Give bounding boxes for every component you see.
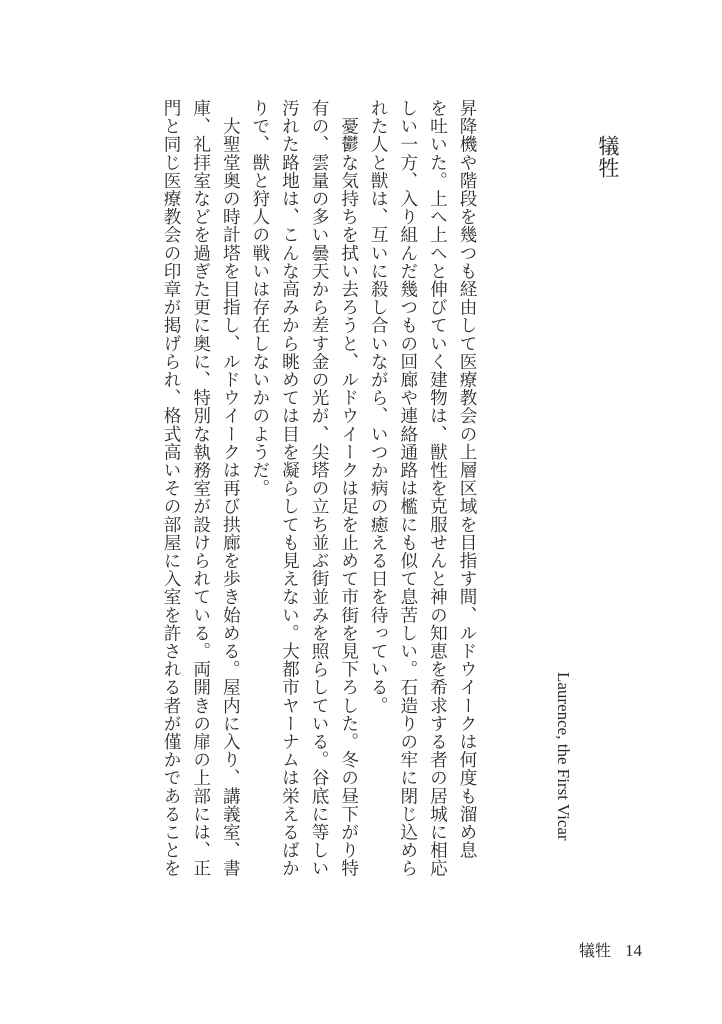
text-line: 憂鬱な気持ちを拭い去ろうと、ルドウイークは足を止めて市街を見下ろした。冬の昼下がり特	[338, 99, 359, 878]
text-line: しい一方、入り組んだ幾つもの回廊や連絡通路は檻にも似て息苦しい。石造りの牢に閉じ込めら	[397, 99, 418, 878]
page-number: 14	[625, 941, 643, 960]
page-footer	[579, 938, 642, 961]
text-line: 有の、雲量の多い曇天から差す金の光が、尖塔の立ち並ぶ街並みを照らしている。谷底に等しい	[309, 99, 330, 878]
text-line: 大聖堂奥の時計塔を目指し、ルドウイークは再び拱廊を歩き始める。屋内に入り、講義室、書	[220, 99, 241, 878]
text-line: れた人と獣は、互いに殺し合いながら、いつか病の癒える日を待っている。	[368, 99, 389, 715]
running-head: Laurence, the First Vicar	[554, 672, 573, 841]
text-line: 昇降機や階段を幾つも経由して医療教会の上層区域を目指す間、ルドウイークは何度も溜め息	[457, 99, 477, 860]
chapter-title: 犠牲	[596, 135, 620, 179]
text-line: りで、獣と狩人の戦いは存在しないかのようだ。	[249, 99, 270, 498]
body-text	[155, 99, 481, 881]
text-line: 汚れた路地は、こんな高みから眺めては目を凝らしても見えない。大都市ヤーナムは栄えるばか	[279, 99, 300, 878]
text-line: 門と同じ医療教会の印章が掲げられ、格式高いその部屋に入室を許される者が僅かであることを	[161, 99, 182, 878]
text-line: を吐いた。上へ上へと伸びていく建物は、獣性を克服せんと神の知恵を希求する者の居城に相応	[427, 99, 448, 878]
text-line: 庫、礼拝室などを過ぎた更に奥に、特別な執務室が設けられている。両開きの扉の上部には、正	[190, 99, 211, 878]
footer-section-title: 犠牲	[579, 941, 612, 960]
